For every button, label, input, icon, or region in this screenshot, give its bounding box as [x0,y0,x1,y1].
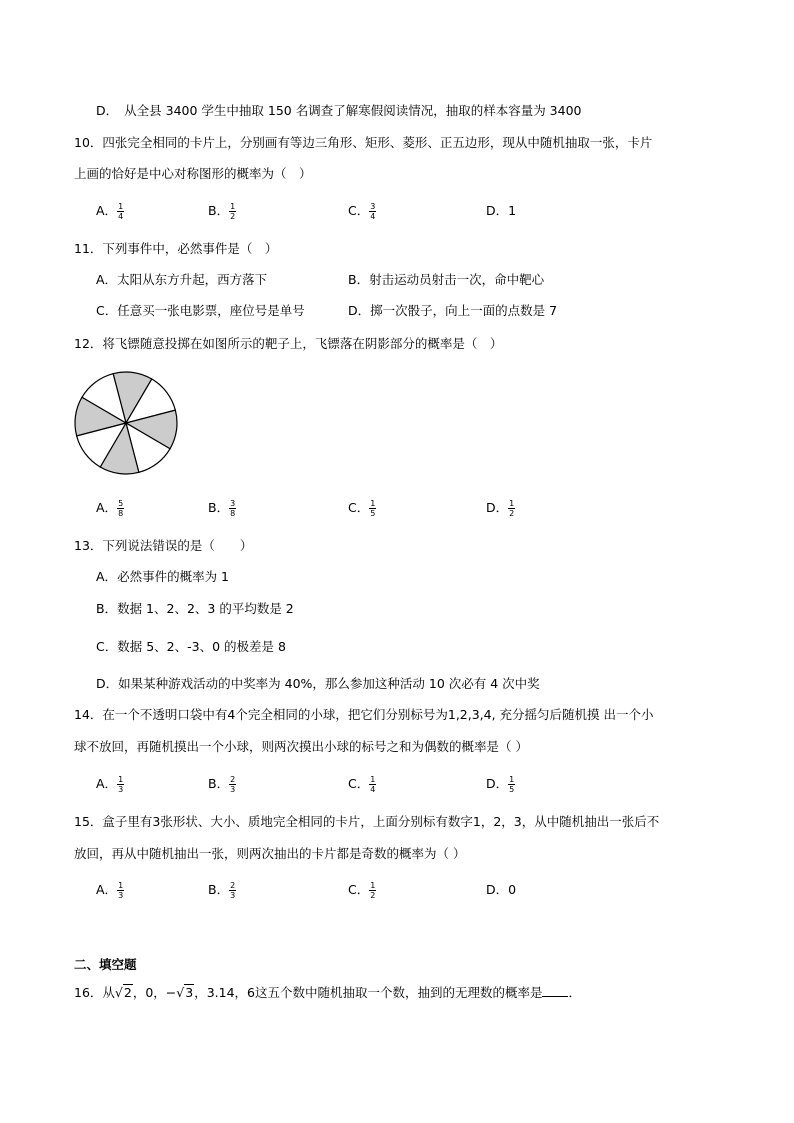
q14-stem-line2: 球不放回，再随机摸出一个小球，则两次摸出小球的标号之和为偶数的概率是（ ） [74,739,528,754]
q14-option-b[interactable]: B． $\frac{2}{3}$ [208,775,236,794]
q15-option-b[interactable]: B． $\frac{2}{3}$ [208,881,236,900]
dartboard-figure [70,367,182,479]
q12-option-c[interactable]: C． $\frac{1}{5}$ [348,499,376,518]
fraction: $\frac{1}{4}$ [118,202,124,221]
q14-option-a[interactable]: A． $\frac{1}{3}$ [96,775,124,794]
q12-option-a[interactable]: A． $\frac{5}{8}$ [96,499,124,518]
q9-option-d: D． 从全县 3400 学生中抽取 150 名调查了解寒假阅读情况，抽取的样本容量为 3400 [96,103,582,118]
q14-stem-line1: 14．在一个不透明口袋中有4个完全相同的小球，把它们分别标号为1,2,3,4, 充分摇匀后随机摸 出一个小 [74,707,654,722]
q13-option-c[interactable]: C．数据 5、2、-3、0 的极差是 8 [96,639,286,654]
sqrt-symbol: √3 [176,985,194,1000]
fraction: $\frac{1}{2}$ [509,499,515,518]
fraction: $\frac{3}{4}$ [370,202,376,221]
q11-option-d[interactable]: D．掷一次骰子，向上一面的点数是 7 [348,303,558,318]
fraction: $\frac{1}{3}$ [118,881,124,900]
q10-option-a[interactable]: A． $\frac{1}{4}$ [96,202,124,221]
section-title: 二、填空题 [74,957,137,972]
q14-option-c[interactable]: C． $\frac{1}{4}$ [348,775,376,794]
q13-stem: 13．下列说法错误的是（ ） [74,538,253,553]
fraction: $\frac{2}{3}$ [230,881,236,900]
q12-option-b[interactable]: B． $\frac{3}{8}$ [208,499,236,518]
q12-stem: 12．将飞镖随意投掷在如图所示的靶子上，飞镖落在阴影部分的概率是（ ） [74,336,503,351]
fraction: $\frac{1}{5}$ [370,499,376,518]
answer-blank[interactable] [542,984,568,997]
q10-option-d[interactable]: D．1 [486,203,517,218]
fraction: $\frac{1}{3}$ [118,775,124,794]
q10-option-c[interactable]: C． $\frac{3}{4}$ [348,202,376,221]
q11-option-b[interactable]: B．射击运动员射击一次，命中靶心 [348,272,545,287]
fraction: $\frac{2}{3}$ [230,775,236,794]
q15-stem-line2: 放回，再从中随机抽出一张，则两次抽出的卡片都是奇数的概率为（ ） [74,846,466,861]
q15-option-c[interactable]: C． $\frac{1}{2}$ [348,881,376,900]
q11-option-c[interactable]: C．任意买一张电影票，座位号是单号 [96,303,305,318]
fraction: $\frac{1}{2}$ [230,202,236,221]
q10-option-b[interactable]: B． $\frac{1}{2}$ [208,202,236,221]
sqrt-symbol: √2 [114,985,132,1000]
q16-stem: 16．从√2，0，−√3，3.14，6这五个数中随机抽取一个数，抽到的无理数的概率是 ． [74,985,581,1000]
fraction: $\frac{1}{4}$ [370,775,376,794]
q10-stem-line2: 上画的恰好是中心对称图形的概率为（ ） [74,166,312,181]
q11-stem: 11．下列事件中，必然事件是（ ） [74,241,278,256]
fraction: $\frac{1}{5}$ [509,775,515,794]
q15-stem-line1: 15．盒子里有3张形状、大小、质地完全相同的卡片，上面分别标有数字1，2，3，从中随机抽出一张后不 [74,814,660,829]
q14-option-d[interactable]: D． $\frac{1}{5}$ [486,775,515,794]
q13-option-d[interactable]: D．如果某种游戏活动的中奖率为 40%，那么参加这种活动 10 次必有 4 次中奖 [96,676,540,691]
q15-option-a[interactable]: A． $\frac{1}{3}$ [96,881,124,900]
fraction: $\frac{1}{2}$ [370,881,376,900]
q12-option-d[interactable]: D． $\frac{1}{2}$ [486,499,515,518]
q11-option-a[interactable]: A．太阳从东方升起，西方落下 [96,272,268,287]
q15-option-d[interactable]: D．0 [486,882,517,897]
fraction: $\frac{5}{8}$ [118,499,124,518]
fraction: $\frac{3}{8}$ [230,499,236,518]
q10-stem-line1: 10．四张完全相同的卡片上，分别画有等边三角形、矩形、菱形、正五边形，现从中随机抽取一张，卡片 [74,135,653,150]
q13-option-a[interactable]: A．必然事件的概率为 1 [96,569,229,584]
q13-option-b[interactable]: B．数据 1、2、2、3 的平均数是 2 [96,601,294,616]
